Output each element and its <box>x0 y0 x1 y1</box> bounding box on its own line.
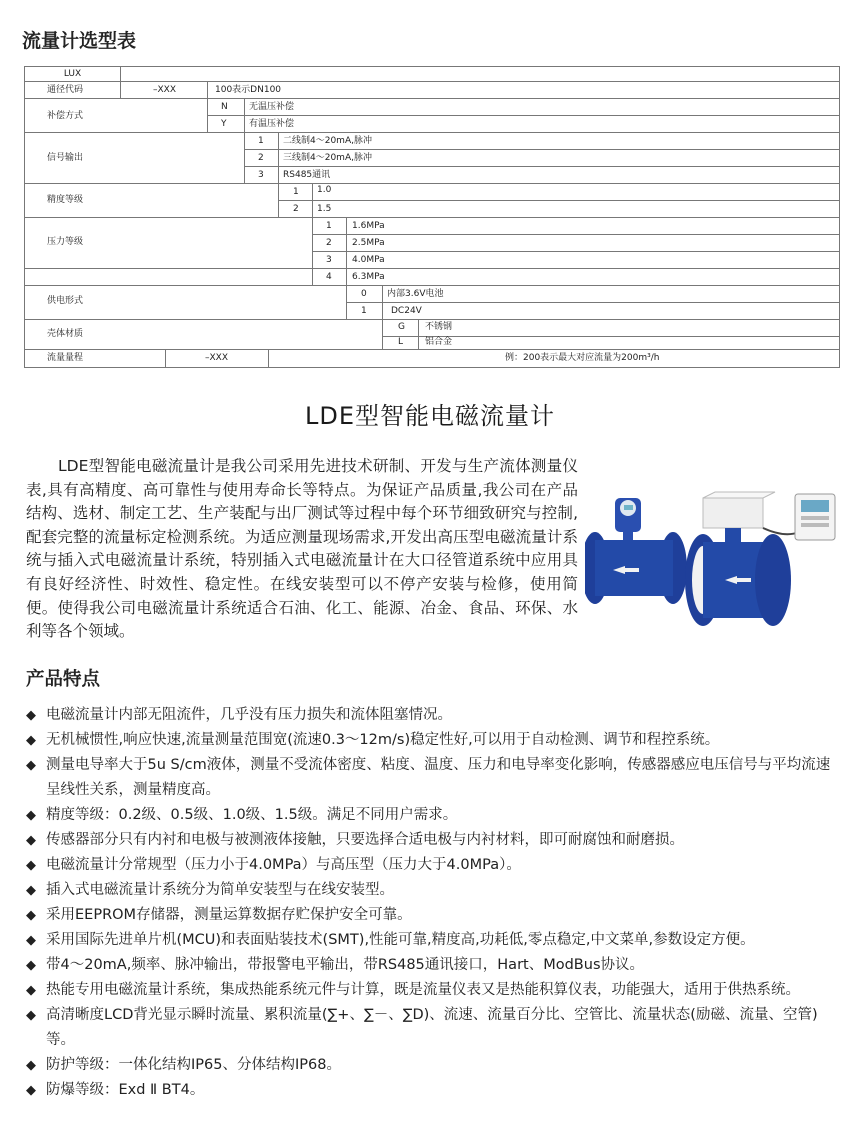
pressure-desc: 4.0MPa <box>352 255 385 265</box>
list-item: ◆ 采用国际先进单片机(MCU)和表面贴装技术(SMT),性能可靠,精度高,功耗低,零点稳定,中文菜单,参数设定方便。 <box>26 928 841 953</box>
signal-desc: RS485通讯 <box>283 170 331 180</box>
table-header-code: LUX <box>63 69 82 79</box>
range-desc: 例：200表示最大对应流量为200m³/h <box>505 353 660 363</box>
pressure-desc: 6.3MPa <box>352 272 385 282</box>
selection-table-title: 流量计选型表 <box>22 30 137 52</box>
pressure-desc: 1.6MPa <box>352 221 385 231</box>
bullet-icon: ◆ <box>26 1058 36 1073</box>
pressure-code: 2 <box>326 238 332 248</box>
accuracy-desc: 1.0 <box>317 185 332 195</box>
power-desc: 内部3.6V电池 <box>387 289 444 299</box>
dn-desc: 100表示DN100 <box>215 85 282 95</box>
power-code: 0 <box>361 289 367 299</box>
list-item: ◆ 防护等级：一体化结构IP65、分体结构IP68。 <box>26 1053 841 1078</box>
list-item: ◆ 插入式电磁流量计系统分为简单安装型与在线安装型。 <box>26 878 841 903</box>
comp-code: N <box>221 102 228 112</box>
accuracy-code: 2 <box>293 204 299 214</box>
list-item: ◆ 防爆等级：Exd Ⅱ BT4。 <box>26 1078 841 1103</box>
accuracy-desc: 1.5 <box>317 204 332 214</box>
comp-desc: 无温压补偿 <box>249 102 295 112</box>
signal-label: 信号输出 <box>47 153 84 163</box>
integrated-flowmeter-illustration <box>585 498 687 604</box>
power-desc: DC24V <box>391 306 422 316</box>
bullet-icon: ◆ <box>26 883 36 898</box>
pressure-label: 压力等级 <box>47 237 84 247</box>
range-code: –XXX <box>205 353 228 363</box>
bullet-icon: ◆ <box>26 983 36 998</box>
accuracy-code: 1 <box>293 187 299 197</box>
comp-code: Y <box>221 119 227 129</box>
power-code: 1 <box>361 306 367 316</box>
pressure-code: 1 <box>326 221 332 231</box>
signal-desc: 三线制4～20mA,脉冲 <box>283 153 372 163</box>
list-item: ◆ 电磁流量计分常规型（压力小于4.0MPa）与高压型（压力大于4.0MPa）。 <box>26 853 841 878</box>
bullet-icon: ◆ <box>26 758 36 773</box>
comp-desc: 有温压补偿 <box>249 119 295 129</box>
intro-text: LDE型智能电磁流量计是我公司采用先进技术研制、开发与生产流体测量仪表,具有高精度、高可靠性与使用寿命长等特点。为保证产品质量,我公司在产品结构、选材、制定工艺、生产装配与出厂测试等过程中每个环节细致研究与控制,配套完整的流量标定检测系统。为适应测量现场需求,开发出高压型电磁流量计系统与插入式电磁流量计系统，特别插入式电磁流量计在大口径管道系统中应用具有良好经济性、时效性、稳定性。在线安装型可以不停产安装与检修，使用简便。使得我公司电磁流量计系统适合石油、化工、能源、冶金、食品、环保、水利等各个领域。 <box>26 457 578 641</box>
features-list <box>26 703 841 1103</box>
product-image <box>585 488 847 638</box>
body-desc: 不锈钢 <box>425 322 453 332</box>
body-code: L <box>398 337 404 347</box>
remote-flowmeter-illustration <box>685 492 835 626</box>
body-desc: 铝合金 <box>425 337 453 347</box>
list-item: ◆ 测量电导率大于5u S/cm液体，测量不受流体密度、粘度、温度、压力和电导率变化影响，传感器感应电压信号与平均流速呈线性关系，测量精度高。 <box>26 753 841 803</box>
list-item: ◆ 精度等级：0.2级、0.5级、1.0级、1.5级。满足不同用户需求。 <box>26 803 841 828</box>
list-item: ◆ 传感器部分只有内衬和电极与被测液体接触，只要选择合适电极与内衬材料，即可耐腐蚀和耐磨损。 <box>26 828 841 853</box>
bullet-icon: ◆ <box>26 733 36 748</box>
signal-code: 3 <box>258 170 264 180</box>
bullet-icon: ◆ <box>26 958 36 973</box>
signal-code: 1 <box>258 136 264 146</box>
intro-paragraph <box>26 455 578 644</box>
pressure-code: 3 <box>326 255 332 265</box>
list-item: ◆ 电磁流量计内部无阻流件，几乎没有压力损失和流体阻塞情况。 <box>26 703 841 728</box>
pressure-desc: 2.5MPa <box>352 238 385 248</box>
list-item: ◆ 热能专用电磁流量计系统，集成热能系统元件与计算，既是流量仪表又是热能积算仪表，功能强大，适用于供热系统。 <box>26 978 841 1003</box>
list-item: ◆ 带4～20mA,频率、脉冲输出，带报警电平输出，带RS485通讯接口，Hart、ModBus协议。 <box>26 953 841 978</box>
pressure-code: 4 <box>326 272 332 282</box>
selection-table <box>24 66 840 368</box>
body-code: G <box>398 322 405 332</box>
range-label: 流量量程 <box>47 353 84 363</box>
signal-desc: 二线制4～20mA,脉冲 <box>283 136 372 146</box>
body-label: 壳体材质 <box>47 329 84 339</box>
list-item: ◆ 采用EEPROM存储器，测量运算数据存贮保护安全可靠。 <box>26 903 841 928</box>
signal-code: 2 <box>258 153 264 163</box>
dn-code: –XXX <box>153 85 176 95</box>
accuracy-label: 精度等级 <box>47 195 84 205</box>
features-title: 产品特点 <box>26 669 101 690</box>
comp-label: 补偿方式 <box>47 111 84 121</box>
product-title: LDE型智能电磁流量计 <box>304 402 555 430</box>
list-item: ◆ 高清晰度LCD背光显示瞬时流量、累积流量(∑+、∑－、∑D)、流速、流量百分比、空管比、流量状态(励磁、流量、空管)等。 <box>26 1003 841 1053</box>
bullet-icon: ◆ <box>26 833 36 848</box>
power-label: 供电形式 <box>47 296 84 306</box>
bullet-icon: ◆ <box>26 933 36 948</box>
bullet-icon: ◆ <box>26 908 36 923</box>
bullet-icon: ◆ <box>26 808 36 823</box>
bullet-icon: ◆ <box>26 1008 36 1023</box>
bullet-icon: ◆ <box>26 858 36 873</box>
list-item: ◆ 无机械惯性,响应快速,流量测量范围宽(流速0.3～12m/s)稳定性好,可以用于自动检测、调节和程控系统。 <box>26 728 841 753</box>
bullet-icon: ◆ <box>26 1083 36 1098</box>
bullet-icon: ◆ <box>26 708 36 723</box>
dn-label: 通径代码 <box>47 85 84 95</box>
